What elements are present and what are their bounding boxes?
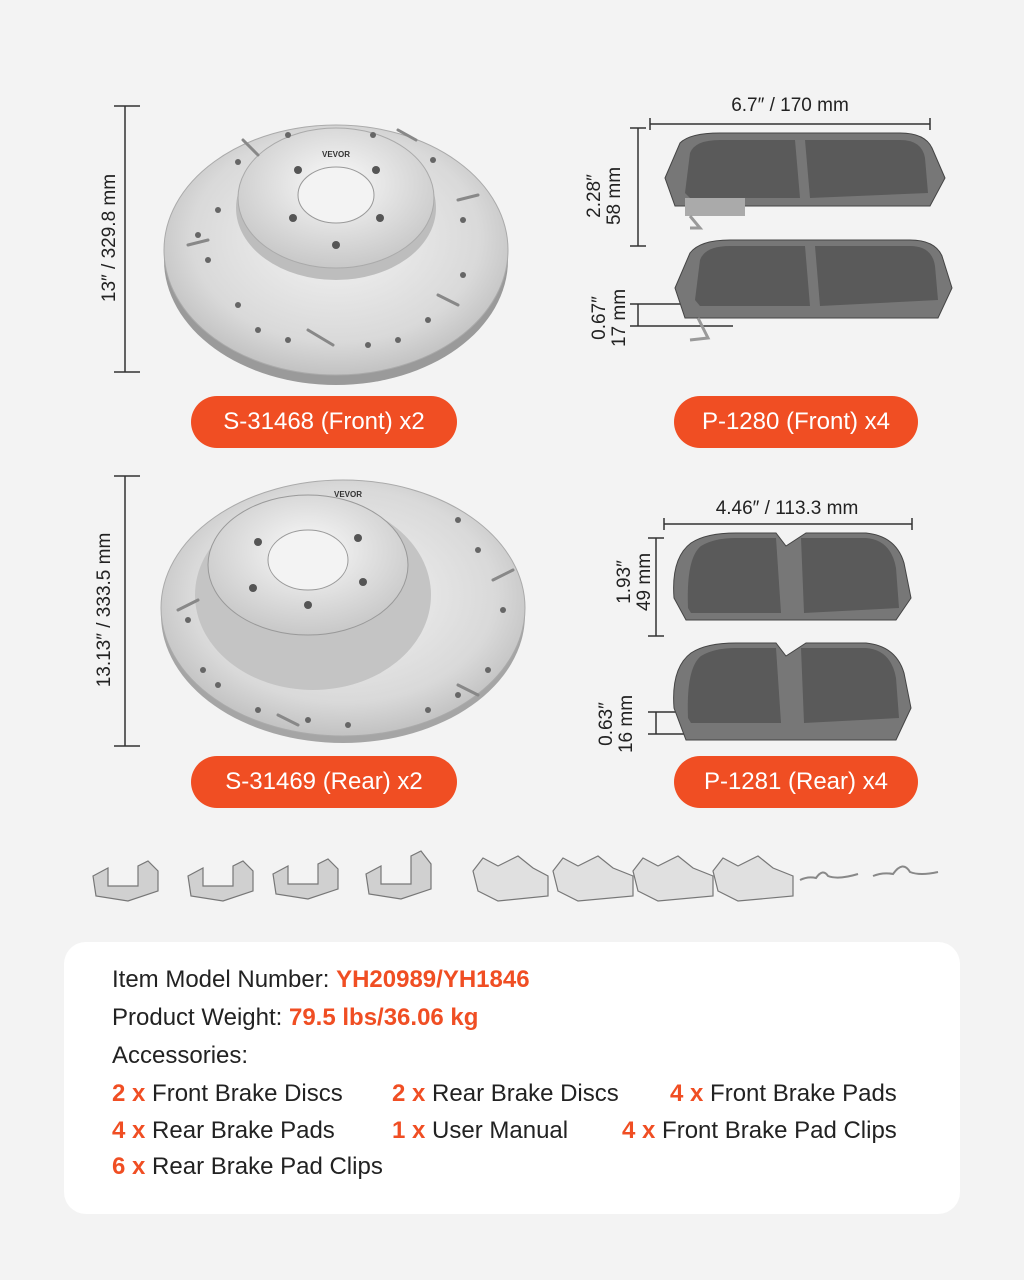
front-pad-label: P-1280 (Front) x4 — [674, 396, 918, 448]
accessory-item — [112, 1153, 383, 1181]
brake-pad-clips-image — [88, 846, 948, 910]
product-weight-value: 79.5 lbs/36.06 kg — [288, 1004, 479, 1031]
front-pad-height-line — [628, 126, 648, 248]
rear-pad-label: P-1281 (Rear) x4 — [674, 756, 918, 808]
accessory-item — [670, 1080, 897, 1108]
model-number-row — [112, 966, 530, 994]
accessory-name: Rear Brake Pad Clips — [152, 1153, 383, 1180]
accessory-qty: 1 x — [392, 1117, 426, 1144]
rear-pad-thick-in: 0.63″ — [596, 702, 617, 746]
front-disc-dimension: 13″ / 329.8 mm — [99, 173, 120, 303]
front-disc-brand-text: VEVOR — [321, 150, 351, 159]
rear-pad-height — [615, 537, 655, 627]
front-pad-height — [585, 151, 625, 241]
accessory-qty: 2 x — [112, 1080, 146, 1107]
rear-pad-thickness — [597, 679, 637, 769]
front-brake-pads-image — [660, 128, 955, 348]
rear-disc-brand-text: VEVOR — [333, 490, 363, 499]
accessory-qty: 4 x — [112, 1117, 146, 1144]
accessory-name: Front Brake Discs — [152, 1080, 343, 1107]
front-pad-thickness — [590, 273, 630, 363]
rear-pad-height-mm: 49 mm — [634, 552, 655, 612]
rear-disc-dimension-line — [112, 474, 142, 748]
front-brake-disc-image — [158, 100, 513, 390]
accessory-item — [112, 1080, 343, 1108]
accessory-qty: 4 x — [622, 1117, 656, 1144]
rear-brake-pads-image — [666, 528, 916, 748]
model-number-label: Item Model Number: — [112, 966, 337, 993]
rear-pad-width: 4.46″ / 113.3 mm — [715, 498, 859, 519]
rear-pad-height-in: 1.93″ — [614, 560, 635, 604]
front-pad-thick-in: 0.67″ — [589, 296, 610, 340]
accessory-qty: 6 x — [112, 1153, 146, 1180]
accessory-name: User Manual — [432, 1117, 569, 1144]
rear-brake-disc-image — [158, 470, 528, 750]
front-disc-label: S-31468 (Front) x2 — [191, 396, 457, 448]
product-weight-label: Product Weight: — [112, 1004, 289, 1031]
accessory-name: Front Brake Pad Clips — [662, 1117, 897, 1144]
accessory-name: Rear Brake Pads — [152, 1117, 335, 1144]
accessory-item — [112, 1117, 335, 1145]
rear-disc-label: S-31469 (Rear) x2 — [191, 756, 457, 808]
product-weight-row — [112, 1004, 478, 1032]
accessories-heading: Accessories: — [112, 1042, 249, 1069]
accessory-item — [622, 1117, 897, 1145]
front-pad-height-in: 2.28″ — [584, 174, 605, 218]
accessory-item — [392, 1117, 568, 1145]
accessory-name: Front Brake Pads — [710, 1080, 897, 1107]
front-pad-thick-mm: 17 mm — [609, 288, 630, 348]
front-pad-height-mm: 58 mm — [604, 166, 625, 226]
accessory-qty: 2 x — [392, 1080, 426, 1107]
accessory-qty: 4 x — [670, 1080, 704, 1107]
rear-pad-thick-mm: 16 mm — [616, 694, 637, 754]
front-pad-width: 6.7″ / 170 mm — [731, 95, 849, 116]
accessory-name: Rear Brake Discs — [432, 1080, 619, 1107]
model-number-value: YH20989/YH1846 — [336, 966, 530, 993]
accessory-item — [392, 1080, 619, 1108]
rear-disc-dimension: 13.13″ / 333.5 mm — [94, 532, 115, 688]
